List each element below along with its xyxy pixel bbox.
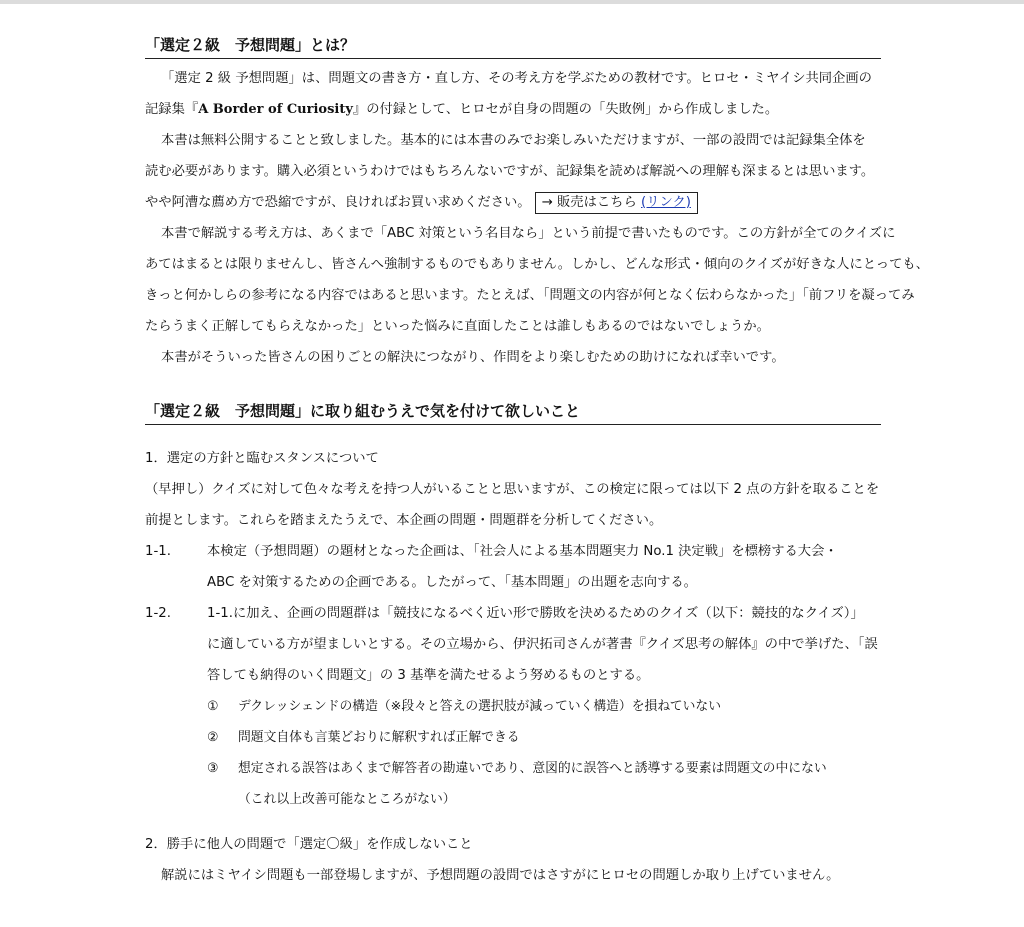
others-paragraph-line: 解説にはミヤイシ問題も一部登場しますが、予想問題の設問ではさすがにヒロセの問題しか取り上げていません。 bbox=[161, 868, 840, 883]
list-item bbox=[145, 598, 881, 691]
criterion-item bbox=[145, 691, 881, 722]
intro-paragraph-line: 「選定 2 級 予想問題」は、問題文の書き方・直し方、その考え方を学ぶための教材です。ヒロセ・ミヤイシ共同企画の bbox=[161, 71, 872, 86]
free-text: やや阿漕な薦め方で恐縮ですが、良ければお買い求めください。 bbox=[145, 195, 531, 210]
criterion-text: 問題文自体も言葉どおりに解釈すれば正解できる bbox=[238, 730, 520, 745]
policy-paragraph-line: あてはまるとは限りませんし、皆さんへ強制するものでもありません。しかし、どんな形式・傾向のクイズが好きな人にとっても、 bbox=[145, 257, 929, 272]
list-item-line: 本検定（予想問題）の題材となった企画は、「社会人による基本問題実力 No.1 決定戦」を標榜する大会・ bbox=[207, 544, 838, 559]
section-heading-about: 「選定２級 予想問題」とは？ bbox=[145, 34, 881, 59]
criterion-number: ③ bbox=[207, 761, 219, 776]
document-page bbox=[145, 34, 929, 891]
criterion-text: デクレッシェンドの構造（※段々と答えの選択肢が減っていく構造）を損ねていない bbox=[238, 699, 721, 714]
subsection-title-others: 2．勝手に他人の問題で「選定〇級」を作成しないこと bbox=[145, 837, 473, 852]
criterion-continuation: （これ以上改善可能なところがない） bbox=[238, 792, 456, 807]
list-item-line: 1-1.に加え、企画の問題群は「競技になるべく近い形で勝敗を決めるためのクイズ（以下：競技的なクイズ）」 bbox=[207, 606, 864, 621]
free-paragraph-line: 本書は無料公開することと致しました。基本的には本書のみでお楽しみいただけますが、一部の設問では記録集全体を bbox=[161, 133, 866, 148]
criterion-number: ② bbox=[207, 730, 219, 745]
intro-text: 』の付録として、ヒロセが自身の問題の「失敗例」から作成しました。 bbox=[352, 102, 779, 117]
buy-label: → 販売はこちら bbox=[541, 195, 637, 210]
criterion-number: ① bbox=[207, 699, 219, 714]
book-title: A Border of Curiosity bbox=[198, 102, 353, 117]
intro-paragraph-line bbox=[145, 94, 881, 125]
list-item-line: 答しても納得のいく問題文」の 3 基準を満たせるよう努めるものとする。 bbox=[207, 668, 650, 683]
criterion-item bbox=[145, 722, 881, 753]
policy-paragraph-line: たらうまく正解してもらえなかった」といった悩みに直面したことは誰しもあるのではないでしょうか。 bbox=[145, 319, 770, 334]
list-item-number: 1-2. bbox=[145, 606, 171, 621]
policy-paragraph-line: 本書で解説する考え方は、あくまで「ABC 対策という名目なら」という前提で書いたものです。この方針が全てのクイズに bbox=[161, 226, 896, 241]
top-scrollbar-edge bbox=[0, 0, 1024, 4]
intro-text: 記録集『 bbox=[145, 102, 199, 117]
list-item-line: ABC を対策するための企画である。したがって、「基本問題」の出題を志向する。 bbox=[207, 575, 697, 590]
subsection-title-stance: 1．選定の方針と臨むスタンスについて bbox=[145, 451, 379, 466]
criterion-text: 想定される誤答はあくまで解答者の勘違いであり、意図的に誤答へと誘導する要素は問題文の中にない bbox=[238, 761, 827, 776]
section-heading-notes: 「選定２級 予想問題」に取り組むうえで気を付けて欲しいこと bbox=[145, 400, 881, 425]
free-paragraph-line bbox=[145, 187, 881, 218]
list-item-line: に適している方が望ましいとする。その立場から、伊沢拓司さんが著書『クイズ思考の解体』の中で挙げた、「誤 bbox=[207, 637, 878, 652]
buy-link[interactable]: (リンク) bbox=[641, 195, 691, 210]
policy-paragraph-line: きっと何かしらの参考になる内容ではあると思います。たとえば、「問題文の内容が何となく伝わらなかった」「前フリを凝ってみ bbox=[145, 288, 915, 303]
stance-paragraph-line: 前提とします。これらを踏まえたうえで、本企画の問題・問題群を分析してください。 bbox=[145, 513, 663, 528]
list-item bbox=[145, 536, 881, 598]
stance-paragraph-line: （早押し）クイズに対して色々な考えを持つ人がいることと思いますが、この検定に限っては以下 2 点の方針を取ることを bbox=[145, 482, 880, 497]
closing-paragraph-line: 本書がそういった皆さんの困りごとの解決につながり、作問をより楽しむための助けになれば幸いです。 bbox=[161, 350, 785, 365]
free-paragraph-line: 読む必要があります。購入必須というわけではもちろんないですが、記録集を読めば解説への理解も深まるとは思います。 bbox=[145, 164, 875, 179]
criterion-item bbox=[145, 753, 881, 784]
buy-link-box[interactable] bbox=[535, 192, 698, 214]
list-item-number: 1-1. bbox=[145, 544, 171, 559]
